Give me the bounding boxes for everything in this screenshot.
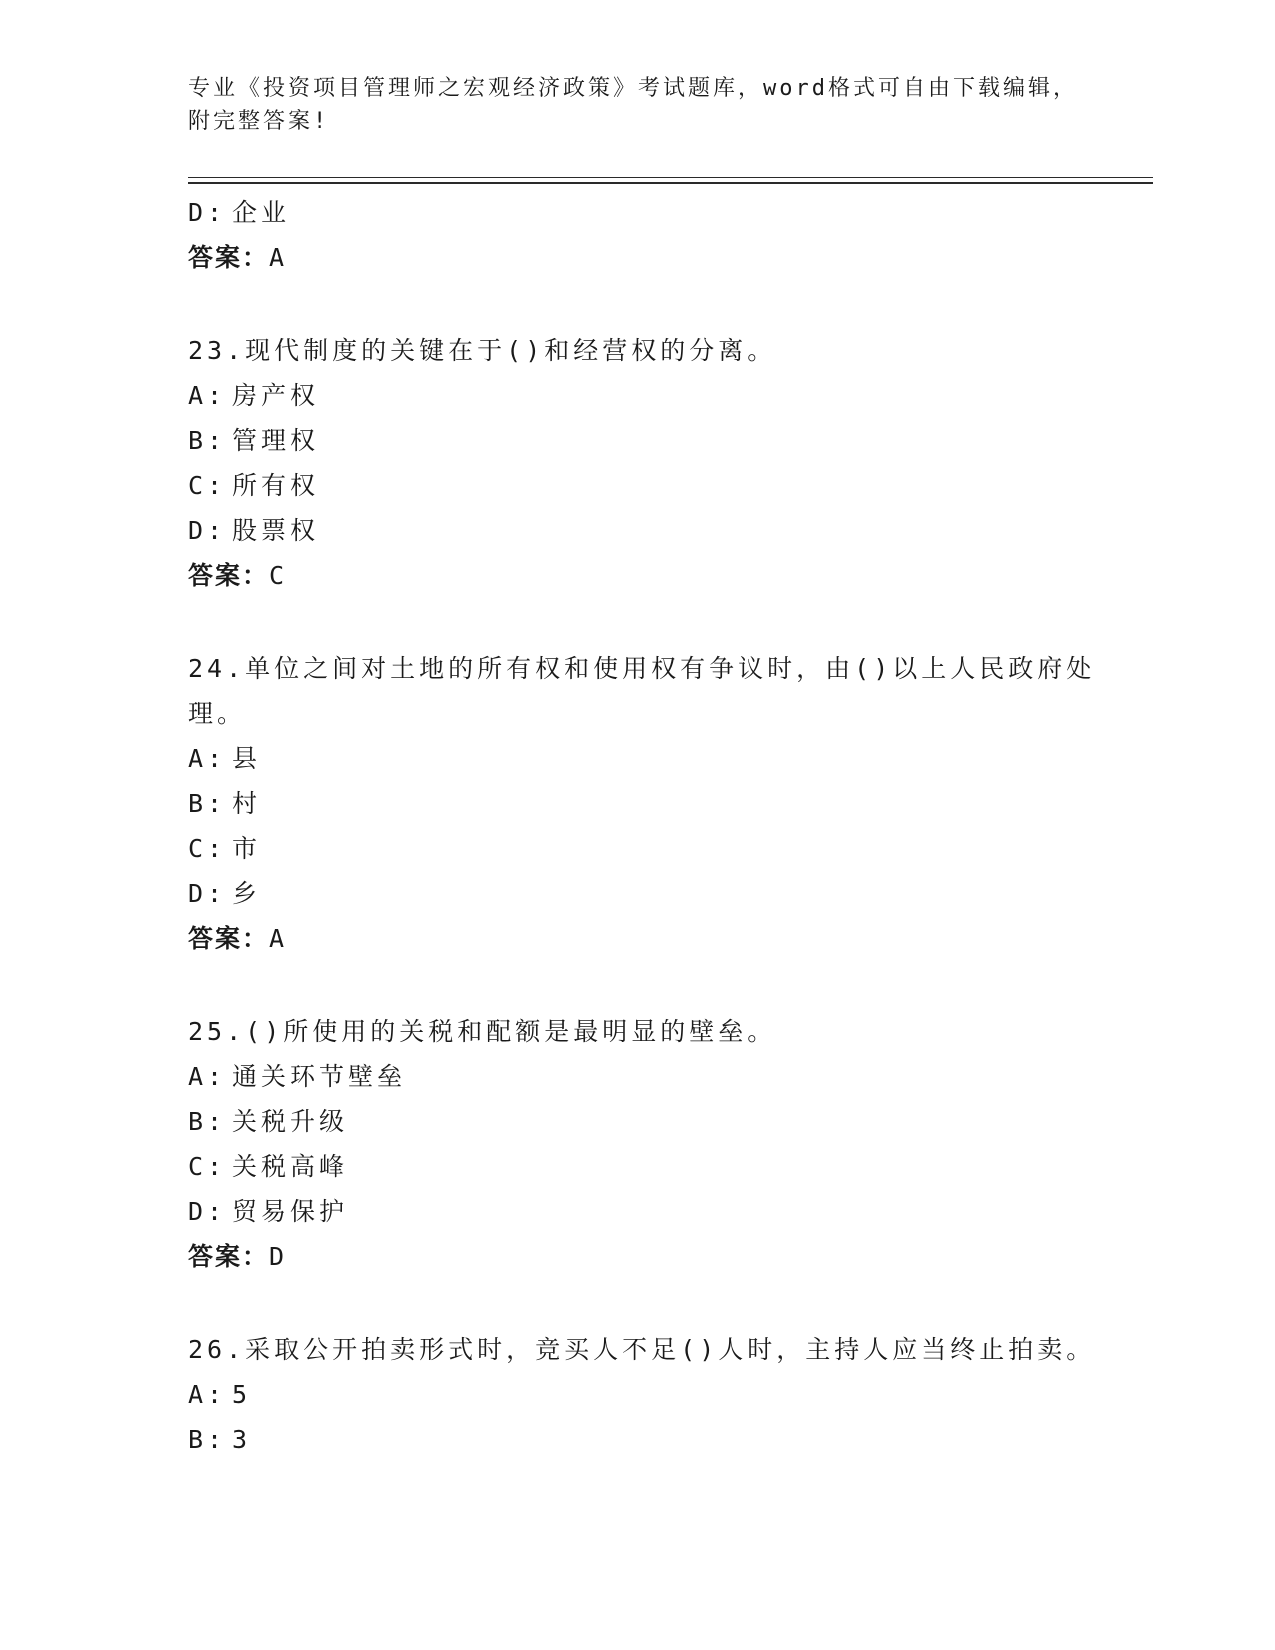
answer: [188, 916, 1108, 961]
answer-label: 答案：: [188, 1242, 270, 1271]
question-list: [188, 190, 1108, 1462]
option-label: D:: [188, 1197, 227, 1226]
option-text: 村: [232, 789, 262, 818]
option-label: A:: [188, 381, 227, 410]
option-text: 通关环节壁垒: [232, 1062, 407, 1091]
option-label: B:: [188, 1425, 227, 1454]
question-stem: 25.()所使用的关税和配额是最明显的壁垒。: [188, 1017, 777, 1046]
option-label: B:: [188, 426, 227, 455]
answer: [188, 1234, 1108, 1279]
option-d: [188, 1189, 1108, 1234]
header-divider-thin: [188, 177, 1153, 178]
header-divider-thick: [188, 182, 1153, 184]
option-text: 5: [232, 1380, 252, 1409]
option-label: C:: [188, 834, 227, 863]
option-text: 管理权: [232, 426, 320, 455]
option-b: [188, 781, 1108, 826]
question-stem-line-1: 24.单位之间对土地的所有权和使用权有争议时，由()以上人民政府处: [188, 654, 1096, 683]
option-text: 房产权: [232, 381, 320, 410]
option-d: [188, 871, 1108, 916]
spacer: [188, 961, 1108, 1009]
answer-label: 答案：: [188, 243, 270, 272]
option-c: [188, 463, 1108, 508]
option-text: 关税高峰: [232, 1152, 349, 1181]
option-text: 股票权: [232, 516, 320, 545]
option-a: [188, 373, 1108, 418]
option-text: 3: [232, 1425, 252, 1454]
option-d: [188, 508, 1108, 553]
option-text: 乡: [232, 879, 262, 908]
answer-label: 答案：: [188, 924, 270, 953]
option-label: A:: [188, 744, 227, 773]
header-text-line-2: 附完整答案!: [188, 109, 330, 134]
answer-value: D: [269, 1242, 287, 1271]
question-stem: 23.现代制度的关键在于()和经营权的分离。: [188, 336, 777, 365]
answer: [188, 553, 1108, 598]
option-a: [188, 736, 1108, 781]
option-text: 企业: [232, 198, 291, 227]
question-stem: 26.采取公开拍卖形式时，竞买人不足()人时，主持人应当终止拍卖。: [188, 1335, 1096, 1364]
spacer: [188, 598, 1108, 646]
prev-option-d: [188, 190, 1108, 235]
page-header: [188, 72, 1088, 138]
question-stem-line-2: 理。: [188, 699, 247, 728]
question-24: [188, 646, 1108, 961]
option-label: B:: [188, 789, 227, 818]
option-c: [188, 1144, 1108, 1189]
option-label: D:: [188, 879, 227, 908]
spacer: [188, 1279, 1108, 1327]
option-label: B:: [188, 1107, 227, 1136]
option-b: [188, 1417, 1108, 1462]
option-text: 贸易保护: [232, 1197, 349, 1226]
answer-value: C: [269, 561, 287, 590]
option-label: C:: [188, 1152, 227, 1181]
option-a: [188, 1372, 1108, 1417]
question-26: [188, 1327, 1108, 1462]
prev-answer: [188, 235, 1108, 280]
option-b: [188, 418, 1108, 463]
question-25: [188, 1009, 1108, 1279]
option-label: C:: [188, 471, 227, 500]
answer-value: A: [269, 243, 287, 272]
answer-label: 答案：: [188, 561, 270, 590]
option-a: [188, 1054, 1108, 1099]
answer-value: A: [269, 924, 287, 953]
spacer: [188, 280, 1108, 328]
option-c: [188, 826, 1108, 871]
option-label: D:: [188, 516, 227, 545]
question-23: [188, 328, 1108, 598]
option-text: 县: [232, 744, 262, 773]
option-label: D:: [188, 198, 227, 227]
option-text: 市: [232, 834, 262, 863]
option-b: [188, 1099, 1108, 1144]
header-text-line-1: 专业《投资项目管理师之宏观经济政策》考试题库，word格式可自由下载编辑，: [188, 76, 1078, 101]
option-text: 关税升级: [232, 1107, 349, 1136]
option-label: A:: [188, 1380, 227, 1409]
option-text: 所有权: [232, 471, 320, 500]
option-label: A:: [188, 1062, 227, 1091]
